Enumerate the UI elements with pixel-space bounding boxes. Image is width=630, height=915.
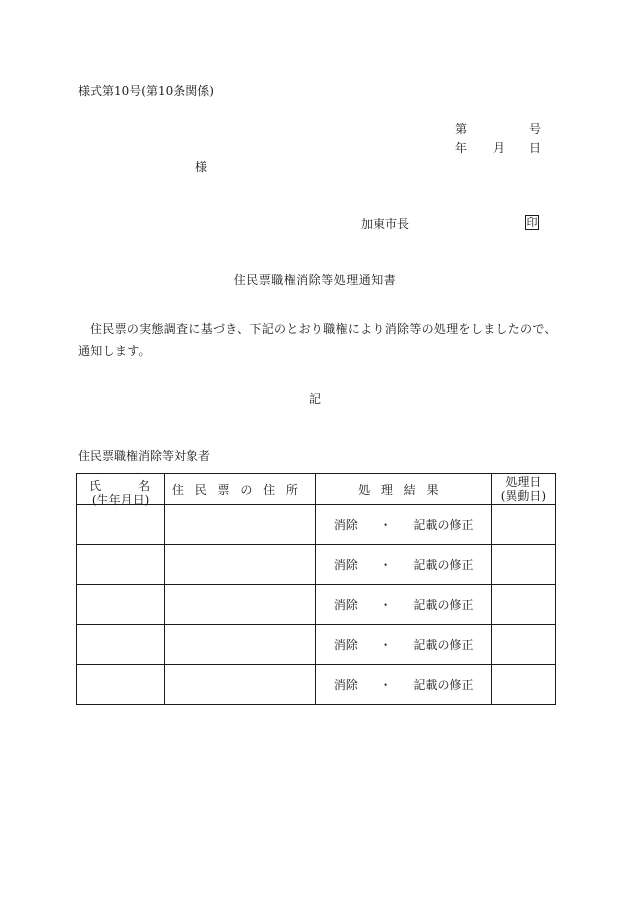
result-cell (316, 545, 491, 585)
option-correct-entry[interactable]: 記載の修正 (413, 678, 474, 692)
date-month-label: 月 (493, 141, 506, 155)
name-cell[interactable] (77, 545, 165, 585)
option-correct-entry[interactable]: 記載の修正 (413, 558, 474, 572)
date-year-label: 年 (455, 141, 468, 155)
table-row (77, 545, 556, 585)
ki-heading: 記 (308, 392, 321, 406)
result-cell (316, 665, 491, 705)
sender-name: 加東市長 (361, 217, 410, 231)
addressee-honorific: 様 (195, 160, 208, 174)
date-day-label: 日 (528, 141, 541, 155)
option-correct-entry[interactable]: 記載の修正 (413, 598, 474, 612)
option-delete[interactable]: 消除 (333, 638, 358, 652)
document-title: 住民票職権消除等処理通知書 (233, 273, 397, 287)
name-cell[interactable] (77, 505, 165, 545)
option-delete[interactable]: 消除 (333, 678, 358, 692)
header-address: 住民票の住所 (165, 474, 316, 505)
option-correct-entry[interactable]: 記載の修正 (413, 638, 474, 652)
date-cell[interactable] (491, 505, 555, 545)
header-name (77, 474, 165, 505)
option-correct-entry[interactable]: 記載の修正 (413, 518, 474, 532)
table-row (77, 665, 556, 705)
address-cell[interactable] (165, 625, 316, 665)
table-header-row (77, 474, 556, 505)
option-delete[interactable]: 消除 (333, 518, 358, 532)
option-delete[interactable]: 消除 (333, 598, 358, 612)
address-cell[interactable] (165, 545, 316, 585)
form-number: 様式第10号(第10条関係) (78, 84, 214, 98)
table-caption: 住民票職権消除等対象者 (78, 449, 211, 463)
result-cell (316, 585, 491, 625)
result-cell (316, 625, 491, 665)
notice-body: 住民票の実態調査に基づき、下記のとおり職権により消除等の処理をしましたので、通知します。 (78, 322, 557, 358)
address-cell[interactable] (165, 585, 316, 625)
header-result: 処理結果 (316, 474, 491, 505)
header-name-2: 名 (138, 479, 151, 493)
address-cell[interactable] (165, 505, 316, 545)
document-number-prefix: 第 (455, 122, 468, 136)
seal-mark: 印 (526, 216, 538, 229)
header-birthdate: (生年月日) (91, 493, 150, 507)
name-cell[interactable] (77, 585, 165, 625)
option-delete[interactable]: 消除 (333, 558, 358, 572)
option-separator: ・ (379, 598, 392, 612)
header-process-date-1: 処理日 (505, 475, 542, 489)
header-name-1: 氏 (89, 479, 102, 493)
document-number-suffix: 号 (528, 122, 541, 136)
option-separator: ・ (379, 558, 392, 572)
name-cell[interactable] (77, 665, 165, 705)
option-separator: ・ (379, 518, 392, 532)
date-cell[interactable] (491, 585, 555, 625)
header-process-date-2: (異動日) (500, 489, 547, 503)
option-separator: ・ (379, 678, 392, 692)
date-cell[interactable] (491, 665, 555, 705)
target-persons-table (76, 473, 556, 705)
date-cell[interactable] (491, 625, 555, 665)
table-row (77, 625, 556, 665)
header-process-date (491, 474, 555, 505)
result-cell (316, 505, 491, 545)
table-row (77, 585, 556, 625)
name-cell[interactable] (77, 625, 165, 665)
address-cell[interactable] (165, 665, 316, 705)
table-row (77, 505, 556, 545)
date-cell[interactable] (491, 545, 555, 585)
option-separator: ・ (379, 638, 392, 652)
